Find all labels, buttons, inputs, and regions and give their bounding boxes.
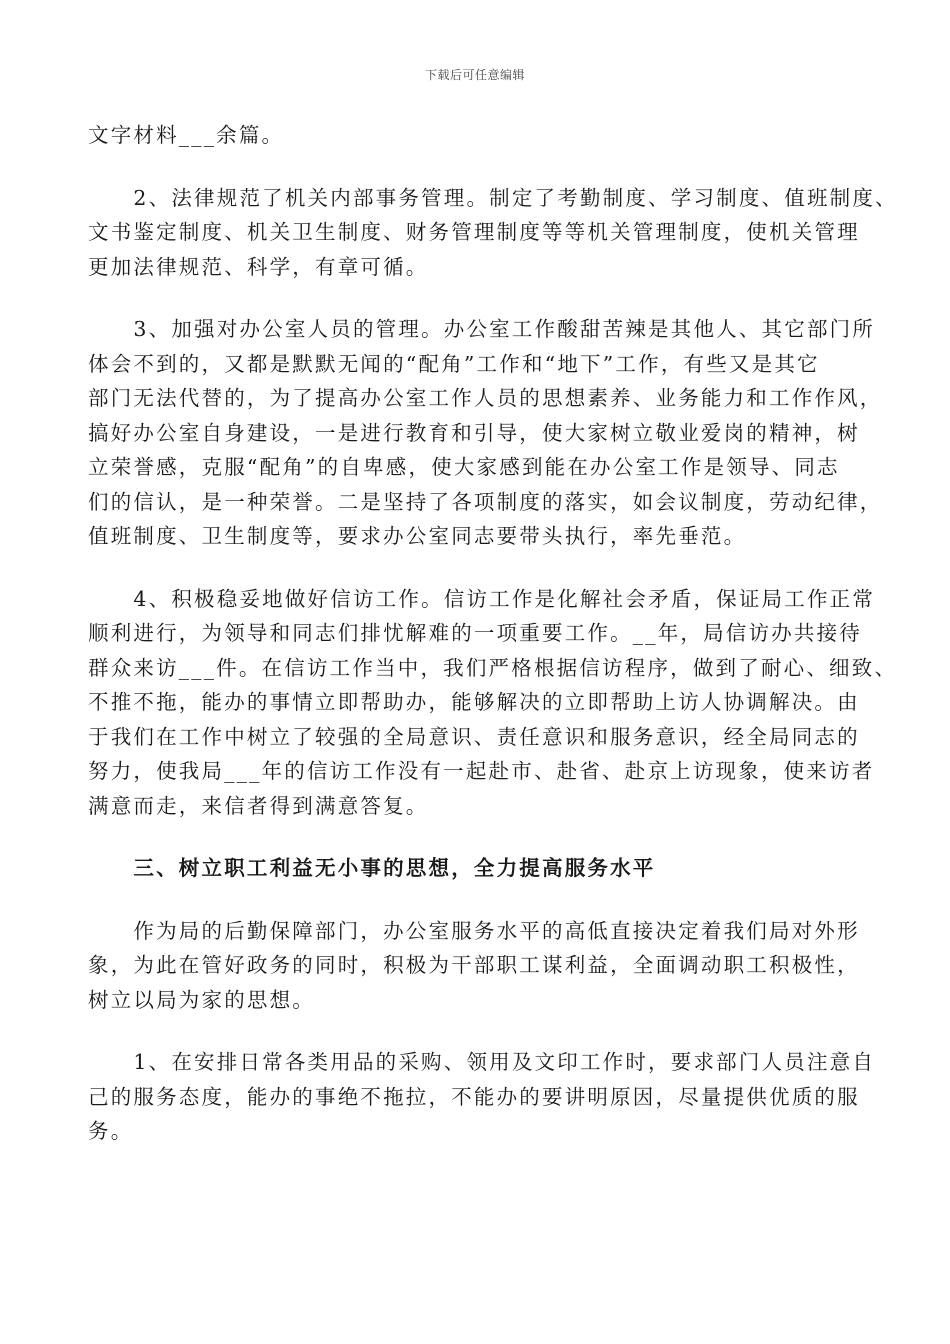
text-line: 努力，使我局___年的信访工作没有一起赴市、赴省、赴京上访现象，使来访者: [88, 759, 875, 783]
text-line: 顺利进行，为领导和同志们排忧解难的一项重要工作。__年，局信访办共接待: [88, 621, 862, 645]
text-line: 值班制度、卫生制度等，要求办公室同志要带头执行，率先垂范。: [88, 524, 747, 548]
paragraph-continuation: [88, 118, 878, 153]
section-heading: [88, 851, 878, 886]
text-line: 立荣誉感，克服“配角”的自卑感，使大家感到能在办公室工作是领导、同志: [88, 455, 840, 479]
text-line: 们的信认，是一种荣誉。二是坚持了各项制度的落实，如会议制度，劳动纪律，: [88, 489, 883, 514]
heading-line: 三、树立职工利益无小事的思想，全力提高服务水平: [88, 856, 656, 880]
text-line: 3、加强对办公室人员的管理。办公室工作酸甜苦辣是其他人、其它部门所: [88, 317, 876, 341]
paragraph-petition-work: [88, 582, 898, 824]
text-line: 于我们在工作中树立了较强的全局意识、责任意识和服务意识，经全局同志的: [88, 724, 860, 749]
text-line: 部门无法代替的，为了提高办公室工作人员的思想素养、业务能力和工作作风，: [88, 386, 883, 410]
text-line: 树立以局为家的思想。: [88, 987, 315, 1012]
paragraph-daily-supplies: [88, 1045, 878, 1149]
paragraph-service-intro: [88, 914, 878, 1018]
text-line: 群众来访___件。在信访工作当中，我们严格根据信访程序，做到了耐心、细致、: [88, 655, 898, 680]
text-line: 2、法律规范了机关内部事务管理。制定了考勤制度、学习制度、值班制度、: [88, 185, 898, 210]
text-line: 务。: [88, 1119, 134, 1143]
page-header: 下载后可任意编辑: [424, 68, 525, 82]
text-line: 1、在安排日常各类用品的采购、领用及文印工作时，要求部门人员注意自: [88, 1050, 876, 1074]
text-line: 文书鉴定制度、机关卫生制度、财务管理制度等等机关管理制度，使机关管理: [88, 220, 860, 244]
text-line: 作为局的后勤保障部门，办公室服务水平的高低直接决定着我们局对外形: [88, 918, 860, 943]
text-line: 4、积极稳妥地做好信访工作。信访工作是化解社会矛盾，保证局工作正常: [88, 586, 876, 611]
document-body: [88, 118, 898, 1149]
text-line: 满意而走，来信者得到满意答复。: [88, 793, 429, 818]
text-line: 更加法律规范、科学，有章可循。: [88, 254, 429, 279]
text-line: 象，为此在管好政务的同时，积极为干部职工谋利益，全面调动职工积极性，: [88, 953, 860, 977]
text-line: 文字材料___余篇。: [88, 123, 285, 147]
paragraph-staff-management: [88, 312, 883, 554]
text-line: 己的服务态度，能办的事绝不拖拉，不能办的要讲明原因，尽量提供优质的服: [88, 1084, 860, 1109]
text-line: 体会不到的，又都是默默无闻的“配角”工作和“地下”工作，有些又是其它: [88, 351, 820, 376]
text-line: 搞好办公室自身建设，一是进行教育和引导，使大家树立敬业爱岗的精神，树: [88, 420, 860, 445]
paragraph-legal-standards: [88, 181, 898, 285]
text-line: 不推不拖，能办的事情立即帮助办，能够解决的立即帮助上访人协调解决。由: [88, 690, 860, 714]
